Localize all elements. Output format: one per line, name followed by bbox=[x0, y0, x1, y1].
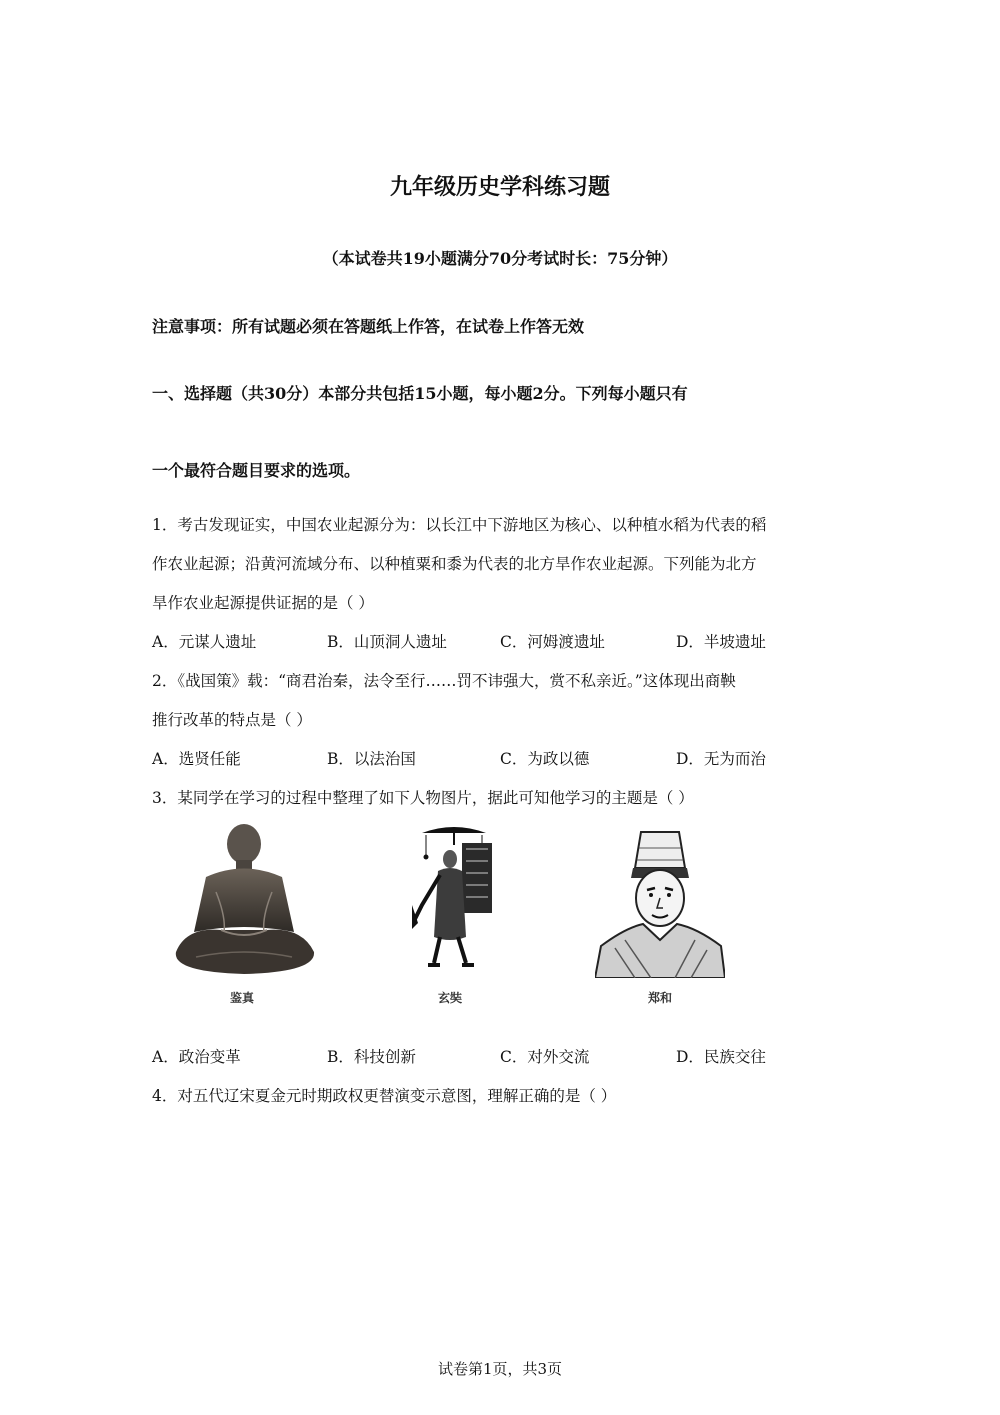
page-footer: 试卷第1页，共3页 bbox=[437, 1360, 563, 1378]
section-heading-line1: 一、选择题（共30分）本部分共包括15小题，每小题2分。下列每小题只有 bbox=[152, 384, 688, 403]
question-3-line1: 3．某同学在学习的过程中整理了如下人物图片，据此可知他学习的主题是（ ） bbox=[152, 789, 694, 807]
zhenghe-portrait-image bbox=[595, 828, 725, 978]
caption-zhenghe: 郑和 bbox=[648, 991, 673, 1005]
question-3-option-d[interactable]: D．民族交往 bbox=[676, 1048, 766, 1066]
question-4-line1: 4．对五代辽宋夏金元时期政权更替演变示意图，理解正确的是（ ） bbox=[152, 1087, 617, 1105]
question-1-option-b[interactable]: B．山顶洞人遗址 bbox=[327, 633, 447, 651]
question-3-option-c[interactable]: C．对外交流 bbox=[500, 1048, 590, 1066]
question-1-line3: 旱作农业起源提供证据的是（ ） bbox=[152, 594, 374, 612]
section-heading-line2: 一个最符合题目要求的选项。 bbox=[152, 461, 361, 480]
exam-subtitle: （本试卷共19小题满分70分考试时长：75分钟） bbox=[322, 249, 678, 268]
question-2-option-d[interactable]: D．无为而治 bbox=[676, 750, 766, 768]
jianzhen-statue-image bbox=[166, 822, 322, 978]
notice-text: 注意事项：所有试题必须在答题纸上作答，在试卷上作答无效 bbox=[152, 317, 585, 336]
question-3-option-b[interactable]: B．科技创新 bbox=[327, 1048, 416, 1066]
question-1-line1: 1．考古发现证实，中国农业起源分为：以长江中下游地区为核心、以种植水稻为代表的稻 bbox=[152, 516, 767, 534]
question-1-line2: 作农业起源；沿黄河流域分布、以种植粟和黍为代表的北方旱作农业起源。下列能为北方 bbox=[152, 555, 757, 573]
caption-jianzhen: 鉴真 bbox=[230, 991, 255, 1005]
page-title: 九年级历史学科练习题 bbox=[389, 174, 610, 200]
question-1-option-c[interactable]: C．河姆渡遗址 bbox=[500, 633, 605, 651]
question-1-option-d[interactable]: D．半坡遗址 bbox=[676, 633, 766, 651]
xuanzang-traveler-image bbox=[404, 825, 504, 975]
question-2-line2: 推行改革的特点是（ ） bbox=[152, 711, 312, 729]
caption-xuanzang: 玄奘 bbox=[438, 991, 463, 1005]
question-3-option-a[interactable]: A．政治变革 bbox=[152, 1048, 241, 1066]
question-2-option-b[interactable]: B．以法治国 bbox=[327, 750, 416, 768]
question-2-option-a[interactable]: A．选贤任能 bbox=[152, 750, 241, 768]
question-2-line1: 2．《战国策》载：“商君治秦，法令至行……罚不讳强大，赏不私亲近。”这体现出商鞅 bbox=[152, 672, 736, 690]
question-2-option-c[interactable]: C．为政以德 bbox=[500, 750, 590, 768]
question-1-option-a[interactable]: A．元谋人遗址 bbox=[152, 633, 257, 651]
